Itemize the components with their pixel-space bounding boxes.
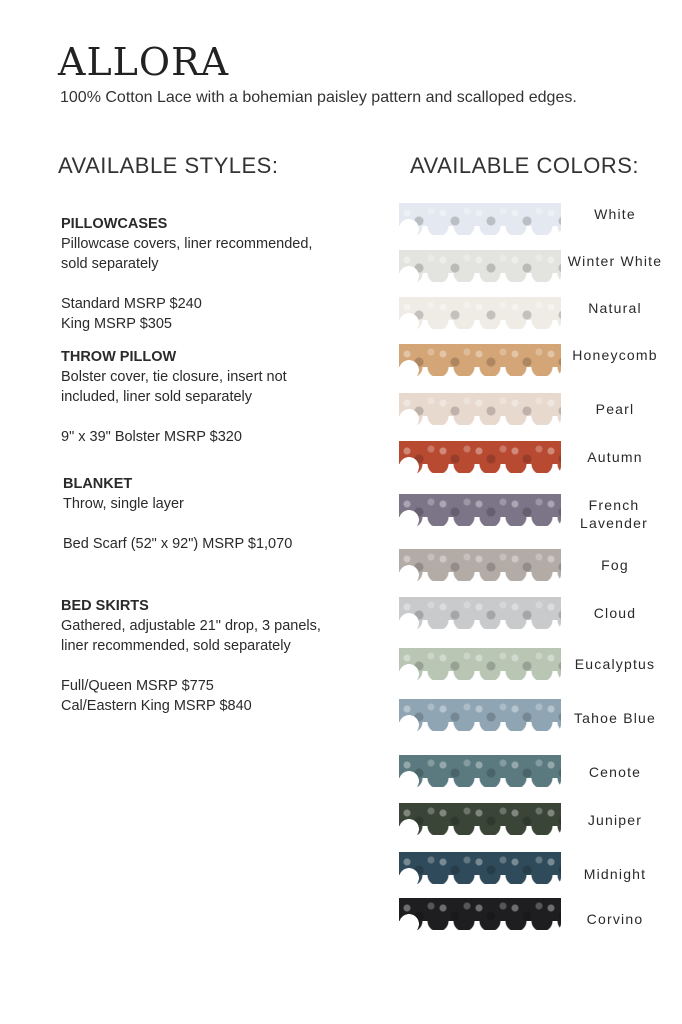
styles-heading: AVAILABLE STYLES:: [58, 153, 279, 178]
color-name: Corvino: [586, 911, 644, 927]
lace-swatch: [399, 441, 561, 473]
color-row-midnight: [399, 852, 669, 886]
style-title: BED SKIRTS: [61, 598, 149, 614]
color-row-juniper: [399, 803, 669, 837]
color-row-autumn: [399, 441, 669, 475]
lace-swatch: [399, 297, 561, 329]
color-name: Cenote: [588, 764, 642, 780]
product-subtitle: 100% Cotton Lace with a bohemian paisley pattern and scalloped edges.: [60, 89, 577, 106]
color-row-fog: [399, 549, 669, 583]
color-row-corvino: [399, 898, 669, 932]
lace-swatch: [399, 393, 561, 425]
style-description: Throw, single layer: [63, 496, 184, 512]
style-throw-pillow: [61, 347, 331, 447]
lace-swatch: [399, 852, 561, 884]
style-blanket: [63, 474, 333, 554]
color-row-cloud: [399, 597, 669, 631]
color-row-eucalyptus: [399, 648, 669, 682]
color-row-pearl: [399, 393, 669, 427]
color-name: Midnight: [583, 866, 647, 882]
color-name: Honeycomb: [572, 347, 658, 363]
color-name: Cloud: [593, 605, 637, 621]
lace-swatch: [399, 597, 561, 629]
lace-swatch: [399, 494, 561, 526]
lace-swatch: [399, 203, 561, 235]
color-row-honeycomb: [399, 344, 669, 378]
color-row-cenote: [399, 755, 669, 789]
style-title: THROW PILLOW: [61, 349, 177, 365]
style-price: Standard MSRP $240: [61, 296, 202, 312]
style-description: Pillowcase covers, liner recommended, sold separately: [61, 236, 313, 272]
style-bed-skirts: [61, 596, 331, 716]
lace-swatch: [399, 549, 561, 581]
lace-swatch: [399, 755, 561, 787]
color-row-natural: [399, 297, 669, 331]
lace-swatch: [399, 250, 561, 282]
lace-swatch: [399, 898, 561, 930]
color-name: Pearl: [595, 401, 635, 417]
style-price: King MSRP $305: [61, 316, 172, 332]
lace-swatch: [399, 699, 561, 731]
style-price: 9" x 39" Bolster MSRP $320: [61, 429, 242, 445]
lace-swatch: [399, 648, 561, 680]
color-name: Fog: [601, 557, 629, 573]
color-name: Tahoe Blue: [573, 710, 657, 726]
style-price: Bed Scarf (52" x 92") MSRP $1,070: [63, 536, 293, 552]
style-description: Gathered, adjustable 21" drop, 3 panels, liner recommended, sold separately: [61, 618, 321, 654]
color-name: Autumn: [587, 449, 643, 465]
style-title: BLANKET: [63, 476, 133, 492]
style-price: Full/Queen MSRP $775: [61, 678, 214, 694]
color-name: French Lavender: [580, 497, 648, 531]
color-row-tahoe-blue: [399, 699, 669, 733]
color-name: Natural: [588, 300, 642, 316]
color-row-french-lavender: [399, 494, 669, 531]
style-price: Cal/Eastern King MSRP $840: [61, 698, 252, 714]
color-name: White: [594, 206, 636, 222]
color-name: Juniper: [587, 812, 643, 828]
color-name: Winter White: [567, 253, 663, 269]
lace-swatch: [399, 344, 561, 376]
style-pillowcases: [61, 214, 331, 334]
color-row-white: [399, 203, 669, 237]
colors-heading: AVAILABLE COLORS:: [410, 153, 639, 178]
lace-swatch: [399, 803, 561, 835]
style-title: PILLOWCASES: [61, 216, 168, 232]
product-title: ALLORA: [58, 40, 230, 84]
style-description: Bolster cover, tie closure, insert not included, liner sold separately: [61, 369, 287, 405]
color-row-winter-white: [399, 250, 669, 284]
color-name: Eucalyptus: [574, 656, 656, 672]
